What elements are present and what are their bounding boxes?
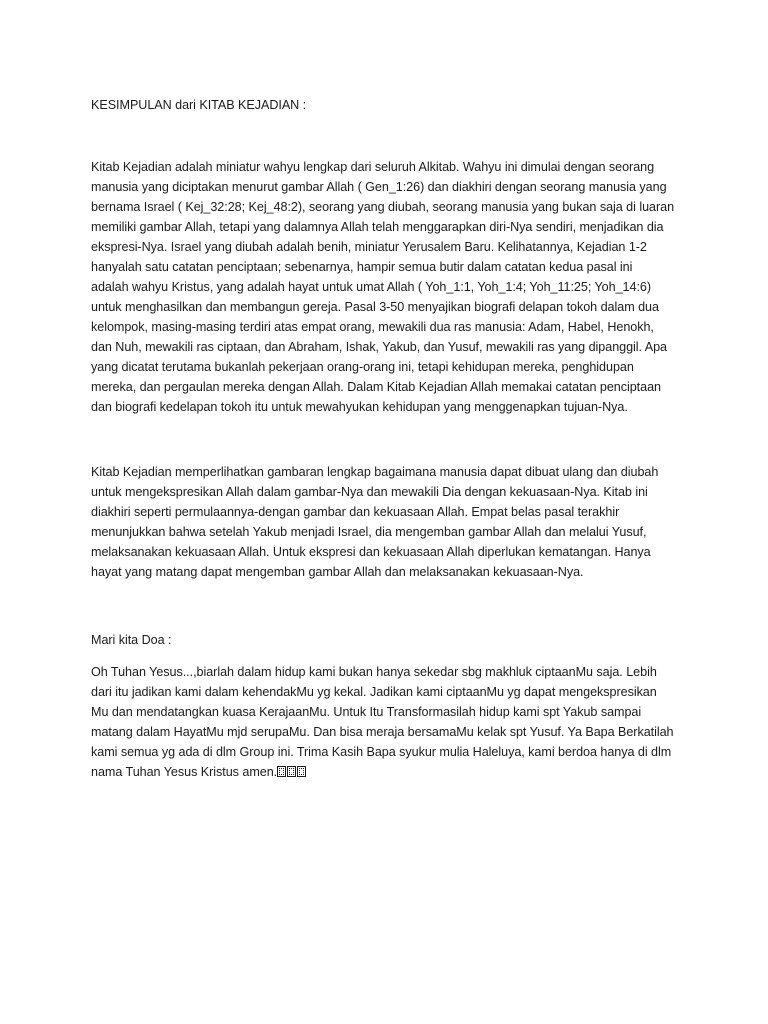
paragraph-line: dan Nuh, mewakili ras ciptaan, dan Abraham, Ishak, Yakub, dan Yusuf, mewakili ras yang dipanggil. Apa — [91, 340, 668, 354]
prayer-last-line — [91, 762, 691, 782]
paragraph-line: bernama Israel ( Kej_32:28; Kej_48:2), seorang yang diubah, seorang manusia yang bukan saja di luaran — [91, 200, 675, 214]
prayer-line: kami semua yg ada di dlm Group ini. Trima Kasih Bapa syukur mulia Haleluya, kami berdoa hanya di dlm — [91, 745, 672, 759]
paragraph-line: untuk mengekspresikan Allah dalam gambar-Nya dan mewakili Dia dengan kekuasaan-Nya. Kitab ini — [91, 485, 648, 499]
paragraph-line: adalah wahyu Kristus, yang adalah hayat untuk umat Allah ( Yoh_1:1, Yoh_1:4; Yoh_11:25; Yoh_14:6) — [91, 280, 651, 294]
paragraph-line: untuk menghasilkan dan membangun gereja. Pasal 3-50 menyajikan biografi delapan tokoh dalam dua — [91, 300, 659, 314]
prayer-line: Oh Tuhan Yesus...,biarlah dalam hidup kami bukan hanya sekedar sbg makhluk ciptaanMu saja. Lebih — [91, 665, 657, 679]
paragraph-2 — [91, 462, 691, 582]
prayer-heading — [91, 630, 691, 650]
paragraph-line: melaksanakan kekuasaan Allah. Untuk ekspresi dan kekuasaan Allah diperlukan kematangan. Hanya — [91, 545, 651, 559]
paragraph-line: ekspresi-Nya. Israel yang diubah adalah benih, miniatur Yerusalem Baru. Kelihatannya, Kejadian 1-2 — [91, 240, 647, 254]
paragraph-line: menunjukkan bahwa setelah Yakub menjadi Israel, dia mengemban gambar Allah dan melalui Yusuf, — [91, 525, 647, 539]
paragraph-line: hayat yang matang dapat mengemban gambar Allah dan melaksanakan kekuasaan-Nya. — [91, 565, 584, 579]
paragraph-line: mereka, dan pergaulan mereka dengan Allah. Dalam Kitab Kejadian Allah memakai catatan penciptaan — [91, 380, 661, 394]
paragraph-line: kelompok, masing-masing terdiri atas empat orang, mewakili dua ras manusia: Adam, Habel, Henokh, — [91, 320, 654, 334]
heading-text: KESIMPULAN dari KITAB KEJADIAN : — [91, 98, 307, 112]
document-heading — [91, 95, 691, 115]
paragraph-line: manusia yang diciptakan menurut gambar Allah ( Gen_1:26) dan diakhiri dengan seorang manusia yang — [91, 180, 667, 194]
paragraph-line: diakhiri seperti permulaannya-dengan gambar dan kekuasaan Allah. Empat belas pasal terakhir — [91, 505, 620, 519]
prayer-paragraph — [91, 662, 691, 782]
prayer-heading-text: Mari kita Doa : — [91, 633, 172, 647]
prayer-line: Mu dan mendatangkan kuasa KerajaanMu. Untuk Itu Transformasilah hidup kami spt Yakub sampai — [91, 705, 642, 719]
paragraph-line: Kitab Kejadian adalah miniatur wahyu lengkap dari seluruh Alkitab. Wahyu ini dimulai dengan seorang — [91, 160, 655, 174]
paragraph-line: hanyalah satu catatan penciptaan; sebenarnya, hampir semua butir dalam catatan kedua pasal ini — [91, 260, 633, 274]
paragraph-1 — [91, 157, 691, 417]
paragraph-line: Kitab Kejadian memperlihatkan gambaran lengkap bagaimana manusia dapat dibuat ulang dan diubah — [91, 465, 659, 479]
paragraph-line: memiliki gambar Allah, tetapi yang dalamnya Allah telah menggarapkan diri-Nya sendiri, menjadikan dia — [91, 220, 664, 234]
prayer-line: dari itu jadikan kami dalam kehendakMu yg kekal. Jadikan kami ciptaanMu yg dapat mengekspresikan — [91, 685, 657, 699]
prayer-line: nama Tuhan Yesus Kristus amen. — [91, 765, 278, 779]
emoji-placeholder-icon — [287, 766, 296, 777]
paragraph-line: dan biografi kedelapan tokoh itu untuk mewahyukan kehidupan yang menggenapkan tujuan-Nya. — [91, 400, 628, 414]
emoji-placeholder-icon — [297, 766, 306, 777]
paragraph-line: yang dicatat terutama bukanlah pekerjaan orang-orang ini, tetapi kehidupan mereka, penghidupan — [91, 360, 634, 374]
emoji-placeholder-icon — [277, 766, 286, 777]
prayer-line: matang dalam HayatMu mjd serupaMu. Dan bisa meraja bersamaMu kelak spt Yusuf. Ya Bapa Berkatilah — [91, 725, 674, 739]
